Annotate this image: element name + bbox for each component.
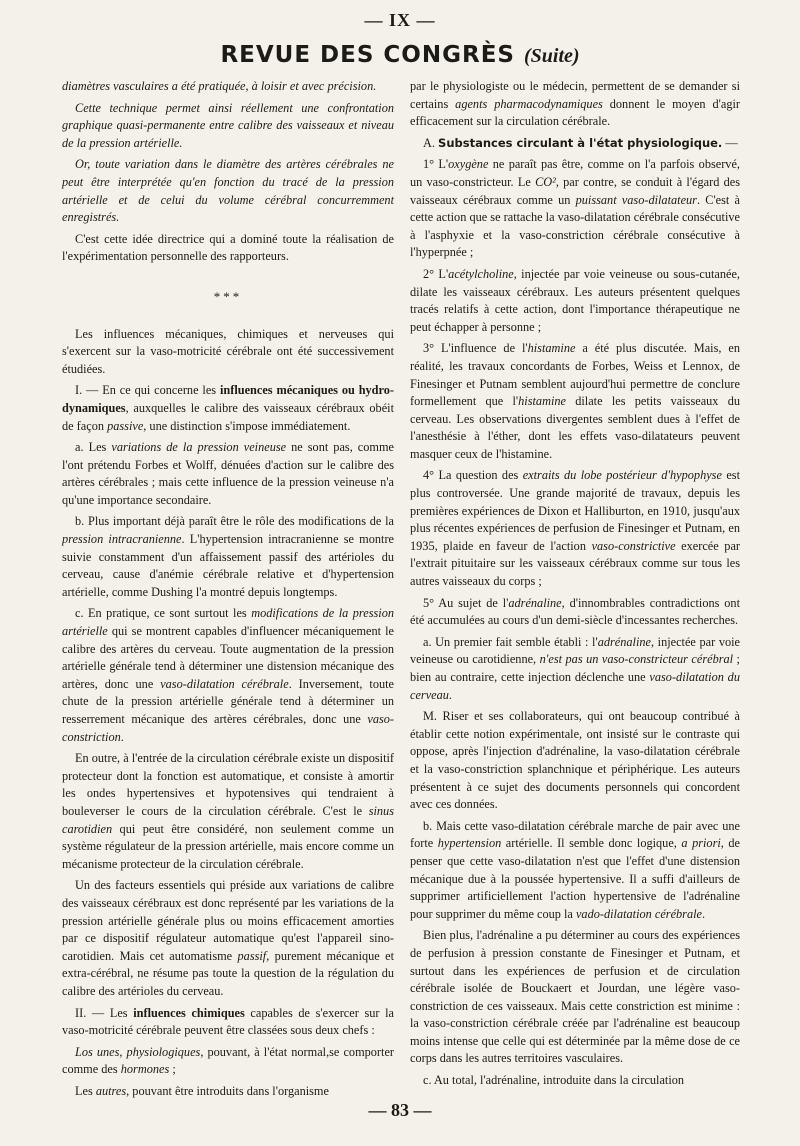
paragraph: diamètres vasculaires a été pratiquée, à loisir et avec précision.: [62, 79, 377, 93]
paragraph: Or, toute variation dans le diamètre des artères cérébrales ne peut être interprétée qu'en fonction du tracé de la pression artérielle et de celui du volume cérébral concurremment enregistrés.: [62, 157, 394, 225]
section-heading: A. Substances circulant à l'état physiologique. —: [423, 135, 738, 150]
paragraph: 5° Au sujet de l'adrénaline, d'innombrables contradictions ont été accumulées au cours d'un demi-siècle d'incessantes recherches.: [410, 595, 740, 628]
paragraph: C'est cette idée directrice qui a dominé toute la réalisation de l'expérimentation personnelle des rapporteurs.: [62, 231, 394, 264]
paragraph: c. En pratique, ce sont surtout les modifications de la pression artérielle qui se montrent capables d'influencer mécaniquement le calibre des artères du cerveau. Toute augmentation de la pression artérielle générale tend à déterminer une distension mécanique des artères, donc une vaso-dilatation cérébrale. Inversement, toute chute de la pression artérielle générale tend à déterminer un resserrement mécanique des artères cérébrales, donc une vaso-constriction.: [62, 606, 395, 744]
paragraph: c. Au total, l'adrénaline, introduite dans la circulation: [423, 1073, 685, 1088]
paragraph: 3° L'influence de l'histamine a été plus discutée. Mais, en réalité, les travaux concordants de Forbes, Weiss et Lennox, de Finesinger et Putnam semblent aujourd'hui permettre de conclure formellement que l'histamine dilate les petits vaisseaux du cerveau. Les observations divergentes semblent dues à l'effet de l'anesthésie à l'éther, dont les effets vaso-dilatateurs peuvent masquer ceux de l'histamine.: [410, 341, 741, 461]
paragraph: I. — En ce qui concerne les influences mécaniques ou hydro-dynamiques, auxquelles le calibre des vaisseaux cérébraux obéit de façon passive, une distinction s'impose immédiatement.: [62, 383, 394, 433]
paragraph: En outre, à l'entrée de la circulation cérébrale existe un dispositif protecteur dont la fonction est automatique, et consiste à amortir les ondes hypertensives et hypotensives qui tendraient à bouleverser le cours de la circulation cérébrale. C'est le sinus carotidien qui peut être considéré, non seulement comme un système régulateur de la pression artérielle, mais encore comme un mécanisme protecteur de la circulation cérébrale.: [62, 751, 394, 871]
page-number: — 83 —: [368, 1100, 432, 1120]
paragraph: Les influences mécaniques, chimiques et nerveuses qui s'exercent sur la vaso-motricité cérébrale ont été successivement étudiées.: [62, 326, 394, 376]
title-suffix: (Suite): [524, 45, 580, 67]
paragraph: b. Mais cette vaso-dilatation cérébrale marche de pair avec une forte hypertension artérielle. Il semble donc logique, a priori, de penser que cette vaso-dilatation n'est que l'effet d'une distension mécanique due à la poussée hypertensive. Il a suffi d'ailleurs de supprimer artificiellement l'action hypertensive de l'adrénaline pour supprimer du même coup la vado-dilatation cérébrale.: [410, 818, 740, 921]
paragraph: Les autres, pouvant être introduits dans l'organisme: [75, 1083, 329, 1098]
roman-page-number: — IX —: [364, 10, 436, 30]
page-title: [0, 42, 800, 68]
paragraph: a. Les variations de la pression veineuse ne sont pas, comme l'ont prétendu Forbes et Wolff, dénuées d'action sur le calibre des artères cérébrales ; mais cette influence de la pression veineuse n'a qu'une importance secondaire.: [62, 440, 394, 507]
paragraph: 2° L'acétylcholine, injectée par voie veineuse ou sous-cutanée, dilate les vaisseaux cérébraux. Les auteurs présentent quelques tracés relatifs à cette action, dont l'importance thérapeutique ne peut échapper à personne ;: [410, 266, 740, 334]
left-column: [62, 78, 395, 1098]
section-separator: ***: [213, 288, 243, 304]
paragraph: b. Plus important déjà paraît être le rôle des modifications de la pression intracranienne. L'hypertension intracranienne se montre suivie constamment d'un affaissement passif des artérioles du cerveau, cause d'anémie cérébrale relative et d'hypertension artérielle, comme Dushing l'a montré depuis longtemps.: [62, 514, 394, 599]
paragraph: M. Riser et ses collaborateurs, qui ont beaucoup contribué à établir cette notion expérimentale, ont insisté sur le contraste qui oppose, après l'injection d'adrénaline, la vaso-dilatation cérébrale et la vaso-constriction splanchnique et périphérique. Les auteurs présentent à ce sujet des documents personnels qui concordent avec ces données.: [410, 709, 740, 812]
paragraph: Cette technique permet ainsi réellement une confrontation graphique quasi-permanente entre calibre des vaisseaux et niveau de la pression artérielle.: [62, 100, 394, 150]
paragraph: Un des facteurs essentiels qui préside aux variations de calibre des vaisseaux cérébraux est donc représenté par les variations de la pression artérielle générale plus ou moins efficacement amorties par ce dispositif régulateur automatique qu'est l'appareil sino-carotidien. Mais cet automatisme passif, purement mécanique et extra-cérébral, ne résume pas toute la question de la régulation du calibre des artérioles du cerveau.: [62, 878, 394, 998]
right-column: [410, 78, 740, 1088]
paragraph: Bien plus, l'adrénaline a pu déterminer au cours des expériences de perfusion à pression constante de Finesinger et Putnam, et surtout dans les expériences de perfusion et de circulation cérébrale isolée de Bouckaert et Jourdan, une légère vaso-constriction de ces vaisseaux. Mais cette constriction est minime : la vaso-constriction cérébrale créée par l'adrénaline est beaucoup moins intense que celle qui est déterminée par la même dose de ce corps dans les autres territoires vasculaires.: [410, 928, 740, 1066]
paragraph: 4° La question des extraits du lobe postérieur d'hypophyse est plus controversée. Une grande majorité de travaux, depuis les premières expériences de Dixon et Halliburton, en 1910, jusqu'aux plus récentes expériences de perfusion de Finesinger et Putnam, en 1935, plaide en faveur de l'action vaso-constrictive exercée par l'extrait pituitaire sur les vaisseaux cérébraux comme sur tous les autres vaisseaux du corps ;: [410, 468, 740, 589]
paragraph: par le physiologiste ou le médecin, permettent de se demander si certains agents pharmacodynamiques donnent le moyen d'agir efficacement sur la circulation cérébrale.: [410, 79, 740, 129]
paragraph: II. — Les influences chimiques capables de s'exercer sur la vaso-motricité cérébrale peuvent être classées sous deux chefs :: [62, 1005, 394, 1038]
paragraph: a. Un premier fait semble établi : l'adrénaline, injectée par voie veineuse ou carotidienne, n'est pas un vaso-constricteur cérébral ; bien au contraire, cette injection déclenche une vaso-dilatation du cerveau.: [410, 634, 740, 702]
title-main: REVUE DES CONGRÈS: [220, 42, 515, 68]
paragraph: Los unes, physiologiques, pouvant, à l'état normal,se comporter comme des hormones ;: [62, 1044, 394, 1077]
paragraph: 1° L'oxygène ne paraît pas être, comme on l'a parfois observé, un vaso-constricteur. Le CO², par contre, se conduit à l'égard des vaisseaux cérébraux comme un puissant vaso-dilatateur. C'est à cette action que se rattache la vaso-dilatation cérébrale consécutive à l'asphyxie et la vaso-constriction cérébrale consécutive à l'hyperpnée ;: [410, 157, 740, 260]
